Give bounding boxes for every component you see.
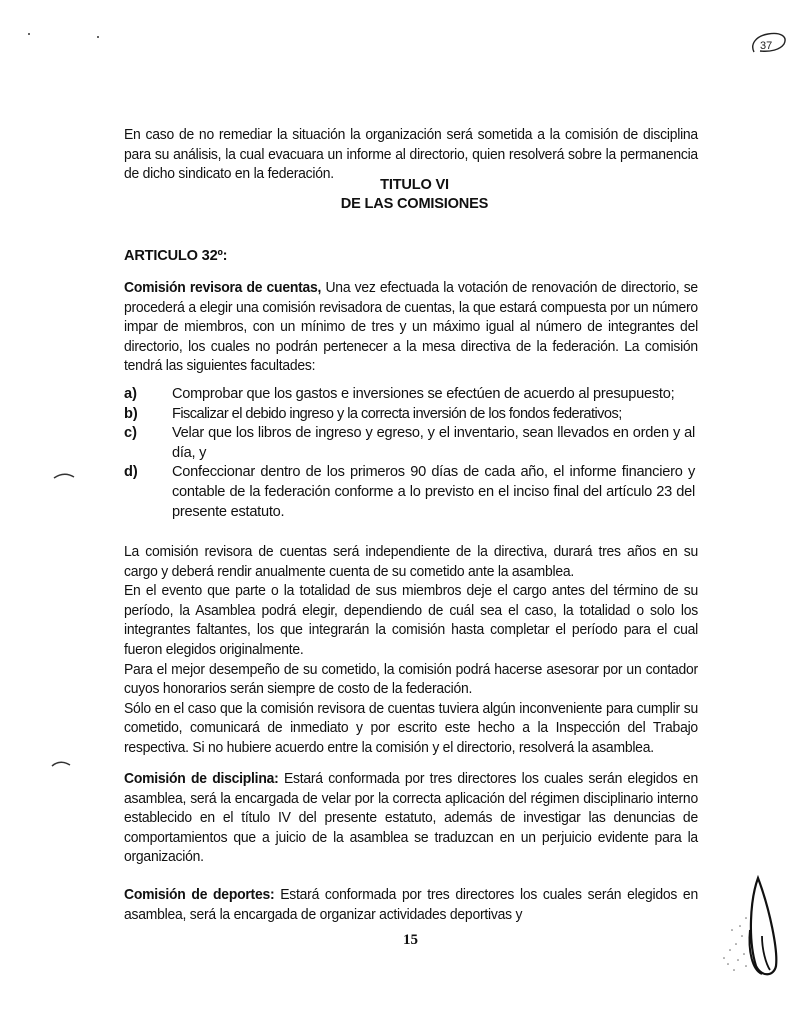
list-marker: d) bbox=[124, 464, 138, 481]
page-number bbox=[0, 932, 809, 949]
revisora-details bbox=[124, 543, 698, 759]
list-item bbox=[124, 385, 724, 405]
disciplina-text: Estará conformada por tres directores los cuales serán elegidos en asamblea, será la encargada de velar por la correcta aplicación del régimen disciplinario interno establecido en el título IV del presente estatuto, además de investigar las denuncias de comportamientos que a juicio de la asamblea se traduzcan en un perjuicio evidente para la organización. bbox=[124, 771, 698, 866]
revisora-text: Una vez efectuada la votación de renovación de directorio, se procederá a elegir una comisión revisadora de cuentas, la que estará compuesta por un número impar de miembros, con un mínimo de tres y un máximo igual al número de integrantes del directorio, los cuales no podrán pertenecer a la mesa directiva de la federación. La comisión tendrá las siguientes facultades: bbox=[124, 280, 698, 375]
handwritten-page-number: 37 bbox=[760, 40, 773, 52]
title-line-2: DE LAS COMISIONES bbox=[340, 196, 489, 212]
paragraph: En el evento que parte o la totalidad de sus miembros deje el cargo antes del término de su período, la Asamblea podrá elegir, dependiendo de cuál sea el caso, la totalidad o solo los integrantes faltantes, los que integrarán la comisión hasta completar el período para el cual fueron elegidos originalmente. bbox=[124, 583, 698, 658]
signature-icon bbox=[720, 870, 800, 980]
margin-arc-mark bbox=[52, 469, 76, 481]
disciplina-paragraph bbox=[124, 770, 698, 868]
paragraph: Para el mejor desempeño de su cometido, la comisión podrá hacerse asesorar por un contador cuyos honorarios serán siempre de costo de la federación. bbox=[124, 661, 698, 698]
list-item bbox=[124, 405, 724, 425]
paragraph: Sólo en el caso que la comisión revisora de cuentas tuviera algún inconveniente para cumplir su cometido, comunicará de inmediato y por escrito este hecho a la Inspección del Trabajo respectiva. Si no hubiere acuerdo entre la comisión y el directorio, resolverá la asamblea. bbox=[124, 700, 698, 756]
deportes-paragraph bbox=[124, 886, 698, 925]
list-marker: c) bbox=[124, 425, 137, 442]
title-line-1: TITULO VI bbox=[380, 177, 449, 193]
list-marker: a) bbox=[124, 386, 137, 402]
revisora-paragraph bbox=[124, 279, 698, 377]
list-text: Comprobar que los gastos e inversiones se efectúen de acuerdo al presupuesto; bbox=[172, 386, 675, 402]
intro-paragraph: En caso de no remediar la situación la organización será sometida a la comisión de disciplina para su análisis, la cual evacuara un informe al directorio, quien resolverá sobre la permanencia de dicho sindicato en la federación. bbox=[124, 127, 698, 183]
paragraph: La comisión revisora de cuentas será independiente de la directiva, durará tres años en su cargo y deberá rendir anualmente cuenta de su cometido ante la asamblea. bbox=[124, 544, 698, 580]
article-heading: ARTICULO 32º: bbox=[124, 248, 228, 264]
deportes-text: Estará conformada por tres directores los cuales serán elegidos en asamblea, será la encargada de organizar actividades deportivas y bbox=[124, 887, 698, 923]
list-text: Velar que los libros de ingreso y egreso, y el inventario, sean llevados en orden y al día, y bbox=[172, 425, 695, 461]
list-text: Fiscalizar el debido ingreso y la correcta inversión de los fondos federativos; bbox=[172, 405, 622, 422]
scan-speck bbox=[28, 33, 30, 35]
deportes-heading: Comisión de deportes: bbox=[124, 887, 275, 903]
margin-arc-mark bbox=[50, 757, 74, 769]
facultades-list bbox=[124, 385, 724, 522]
handwritten-page-number-mark bbox=[748, 26, 790, 62]
list-text: Confeccionar dentro de los primeros 90 días de cada año, el informe financiero y contable de la federación conforme a lo previsto en el inciso final del artículo 23 del presente estatuto. bbox=[172, 464, 695, 520]
revisora-heading: Comisión revisora de cuentas, bbox=[124, 280, 322, 296]
list-marker: b) bbox=[124, 405, 138, 422]
disciplina-heading: Comisión de disciplina: bbox=[124, 771, 279, 787]
page-number-text: 15 bbox=[403, 932, 418, 948]
list-item bbox=[124, 463, 724, 522]
scan-speck bbox=[97, 36, 99, 38]
section-title bbox=[0, 176, 809, 214]
list-item bbox=[124, 424, 724, 463]
